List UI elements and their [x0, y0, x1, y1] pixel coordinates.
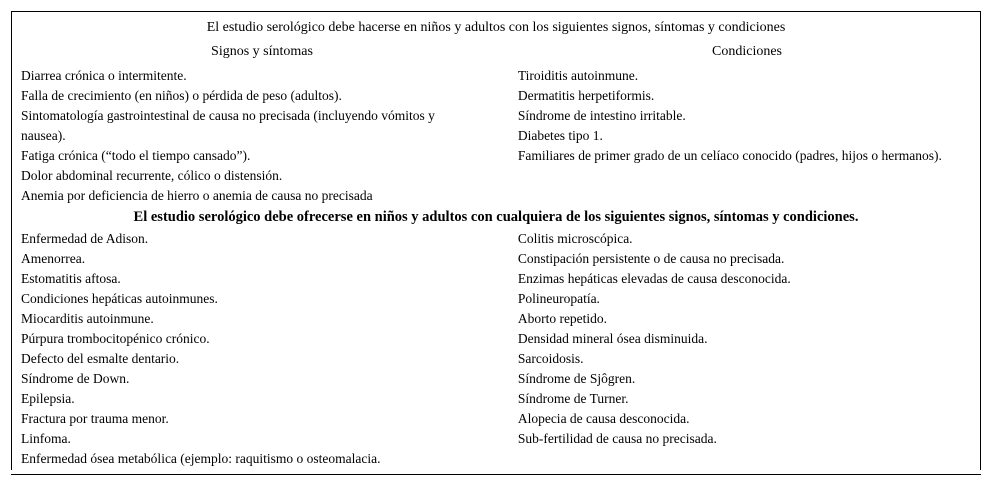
section1-columns — [11, 66, 981, 206]
list-item: Sarcoidosis. — [517, 351, 584, 366]
header-conditions: Condiciones — [712, 44, 782, 59]
list-item: Sintomatología gastrointestinal de causa no precisada (incluyendo vómitos y nausea). — [21, 108, 435, 143]
serology-table — [11, 11, 981, 475]
table-bottom-rule — [11, 474, 981, 475]
list-item: Linfoma. — [21, 431, 71, 446]
list-item: Familiares de primer grado de un celíaco conocido (padres, hijos o hermanos). — [517, 148, 942, 163]
table-caption: El estudio serológico debe hacerse en niños y adultos con los siguientes signos, síntomas y condiciones — [206, 20, 786, 35]
list-item: Defecto del esmalte dentario. — [21, 351, 180, 366]
section1-signs-list — [11, 66, 508, 206]
list-item: Constipación persistente o de causa no precisada. — [517, 251, 785, 266]
list-item: Anemia por deficiencia de hierro o anemia de causa no precisada — [21, 188, 373, 203]
list-item: Fractura por trauma menor. — [21, 411, 169, 426]
list-item: Síndrome de intestino irritable. — [517, 108, 686, 123]
table-left-border — [11, 11, 12, 470]
list-item: Estomatitis aftosa. — [21, 271, 121, 286]
list-item: Dolor abdominal recurrente, cólico o distensión. — [21, 168, 283, 183]
list-item: Síndrome de Down. — [21, 371, 130, 386]
section2-conditions-list — [508, 229, 981, 469]
header-signs-symptoms: Signos y síntomas — [211, 44, 313, 59]
section2-signs-list — [11, 229, 508, 469]
list-item: Epilepsia. — [21, 391, 75, 406]
list-item: Enfermedad de Adison. — [21, 231, 149, 246]
section1-conditions-list — [508, 66, 981, 206]
list-item: Enfermedad ósea metabólica (ejemplo: raquitismo o osteomalacia. — [21, 451, 381, 466]
list-item: Síndrome de Sjôgren. — [517, 371, 636, 386]
list-item: Colitis microscópica. — [517, 231, 633, 246]
list-item: Polineuropatía. — [517, 291, 600, 306]
list-item: Miocarditis autoinmune. — [21, 311, 154, 326]
list-item: Fatiga crónica (“todo el tiempo cansado”). — [21, 148, 251, 163]
list-item: Diarrea crónica o intermitente. — [21, 68, 187, 83]
column-headers — [11, 42, 981, 66]
list-item: Aborto repetido. — [517, 311, 608, 326]
table-right-border — [980, 11, 981, 470]
list-item: Condiciones hepáticas autoinmunes. — [21, 291, 218, 306]
list-item: Alopecia de causa desconocida. — [517, 411, 690, 426]
section2-columns — [11, 229, 981, 469]
list-item: Síndrome de Turner. — [517, 391, 629, 406]
list-item: Enzimas hepáticas elevadas de causa desconocida. — [517, 271, 791, 286]
section2-title: El estudio serológico debe ofrecerse en niños y adultos con cualquiera de los siguientes signos, síntomas y condiciones. — [133, 209, 859, 225]
list-item: Diabetes tipo 1. — [517, 128, 603, 143]
list-item: Dermatitis herpetiformis. — [517, 88, 655, 103]
list-item: Amenorrea. — [21, 251, 86, 266]
list-item: Densidad mineral ósea disminuida. — [517, 331, 708, 346]
list-item: Púrpura trombocitopénico crónico. — [21, 331, 210, 346]
list-item: Sub-fertilidad de causa no precisada. — [517, 431, 717, 446]
list-item: Falla de crecimiento (en niños) o pérdida de peso (adultos). — [21, 88, 342, 103]
list-item: Tiroiditis autoinmune. — [517, 68, 639, 83]
